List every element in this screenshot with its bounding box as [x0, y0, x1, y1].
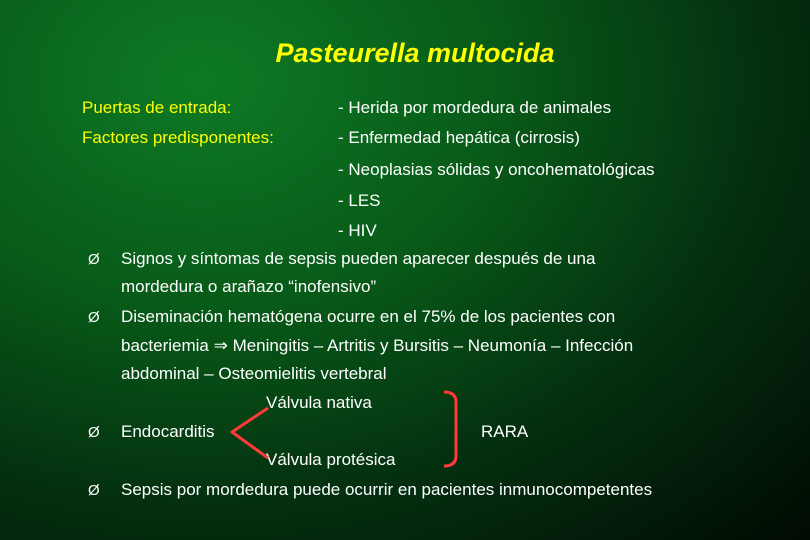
bullet-text: mordedura o arañazo “inofensivo”	[121, 277, 377, 296]
bullet-arrow-icon: Ø	[88, 424, 100, 441]
bullet-text: bacteriemia ⇒ Meningitis – Artritis y Bursitis – Neumonía – Infección	[121, 336, 634, 355]
bullet-text: Sepsis por mordedura puede ocurrir en pacientes inmunocompetentes	[121, 480, 653, 499]
bullet-text: Diseminación hematógena ocurre en el 75% de los pacientes con	[121, 307, 616, 326]
bullet-arrow-icon: Ø	[88, 251, 100, 268]
bullet-arrow-icon: Ø	[88, 482, 100, 499]
right-bracket-icon	[444, 392, 456, 466]
valve-native: Válvula nativa	[266, 393, 372, 412]
rare-label: RARA	[481, 422, 529, 441]
endocarditis-label: Endocarditis	[121, 422, 215, 441]
bullet-text: abdominal – Osteomielitis vertebral	[121, 364, 387, 383]
bullet-arrow-icon: Ø	[88, 309, 100, 326]
factor-item: - HIV	[338, 221, 377, 240]
factors-label: Factores predisponentes:	[82, 128, 274, 147]
left-chevron-icon	[232, 408, 268, 458]
valve-prosthetic: Válvula protésica	[266, 450, 396, 469]
factor-item: - Enfermedad hepática (cirrosis)	[338, 128, 580, 147]
entry-label: Puertas de entrada:	[82, 98, 232, 117]
factor-item: - Neoplasias sólidas y oncohematológicas	[338, 160, 655, 179]
entry-value: - Herida por mordedura de animales	[338, 98, 612, 117]
slide-title: Pasteurella multocida	[275, 38, 555, 68]
factor-item: - LES	[338, 191, 381, 210]
bullet-text: Signos y síntomas de sepsis pueden aparecer después de una	[121, 249, 596, 268]
